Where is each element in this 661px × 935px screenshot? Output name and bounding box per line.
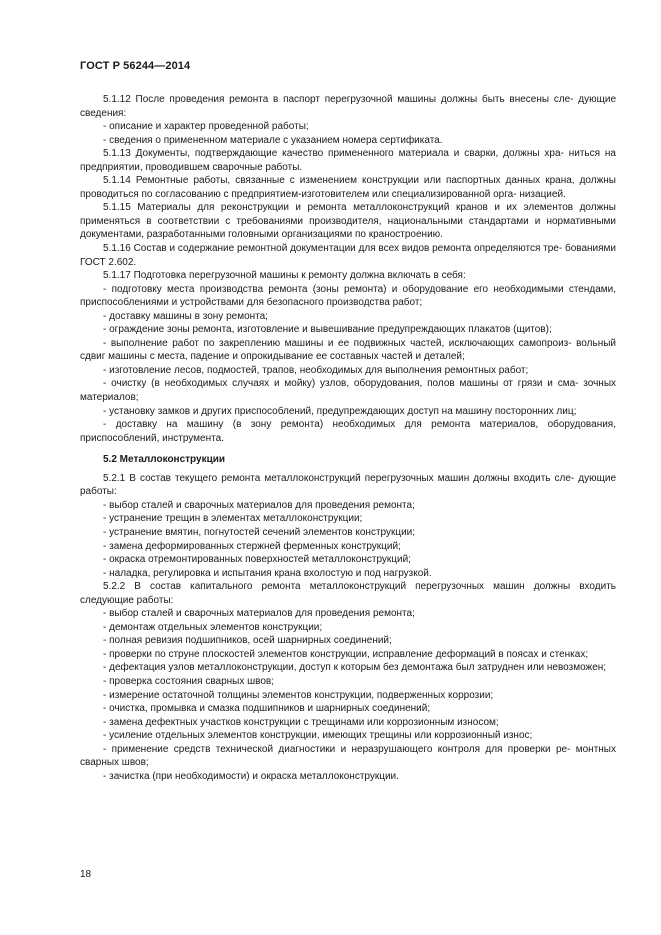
document-code-header: ГОСТ Р 56244—2014 [80,60,191,72]
list-item: - проверки по струне плоскостей элементов конструкции, исправление деформаций в поясах и стенках; [103,648,589,660]
page-number: 18 [80,869,92,880]
list-item: - зачистка (при необходимости) и окраска металлоконструкции. [103,770,399,782]
list-item: - усиление отдельных элементов конструкции, имеющих трещины или коррозионный износ; [103,730,533,742]
paragraph: 5.2.1 В состав текущего ремонта металлоконструкций перегрузочных машин должны входить сле- дующие работы: [80,472,616,498]
list-item: - наладка, регулировка и испытания крана вхолостую и под нагрузкой. [103,567,432,579]
paragraph: 5.1.17 Подготовка перегрузочной машины к ремонту должна включать в себя: [103,270,466,282]
list-item: - выбор сталей и сварочных материалов для проведения ремонта; [103,499,415,511]
list-item: - очистку (в необходимых случаях и мойку) узлов, оборудования, полов машины от грязи и сма- зочных материалов; [80,378,616,404]
list-item: - применение средств технической диагностики и неразрушающего контроля для проверки ре- монтных сварных швов; [80,743,616,769]
list-item: - проверка состояния сварных швов; [103,675,275,687]
list-item: - устранение трещин в элементах металлоконструкции; [103,513,363,525]
list-item: - выполнение работ по закреплению машины и ее подвижных частей, исключающих самопроиз- вольный сдвиг машины с места, падение и опрокидывание ее составных частей и деталей; [80,337,616,363]
paragraph: 5.1.16 Состав и содержание ремонтной документации для всех видов ремонта определяются тре- бованиями ГОСТ 2.602. [80,243,616,268]
list-item: - описание и характер проведенной работы; [103,121,309,133]
list-item: - устранение вмятин, погнутостей сечений элементов конструкции; [103,526,416,538]
list-item: - полная ревизия подшипников, осей шарнирных соединений; [103,635,392,647]
paragraph: 5.2.2 В состав капитального ремонта металлоконструкций перегрузочных машин должны входить следующие работы: [80,581,616,606]
paragraph: 5.1.15 Материалы для реконструкции и ремонта металлоконструкций кранов и их элементов должны применяться в соответствии с требованиями производителя, национальными стандартами и нормативными документами, разработанными головными организациями по краностроению. [80,202,616,241]
list-item: - установку замков и других приспособлений, предупреждающих доступ на машину посторонних лиц; [103,405,577,417]
list-item: - ограждение зоны ремонта, изготовление и вывешивание предупреждающих плакатов (щитов); [103,324,552,336]
paragraph: 5.1.12 После проведения ремонта в паспорт перегрузочной машины должны быть внесены сле- дующие сведения: [80,94,616,119]
list-item: - доставку на машину (в зону ремонта) необходимых для ремонта материалов, оборудования, приспособлений, инструмента. [80,419,616,444]
section-heading: 5.2 Металлоконструкции [103,454,226,466]
list-item: - замена деформированных стержней ферменных конструкций; [103,540,401,552]
list-item: - демонтаж отдельных элементов конструкции; [103,621,323,633]
list-item: - сведения о примененном материале с указанием номера сертификата. [103,134,443,146]
list-item: - выбор сталей и сварочных материалов для проведения ремонта; [103,608,415,620]
paragraph: 5.1.14 Ремонтные работы, связанные с изменением конструкции или паспортных данных крана, должны проводиться по согласованию с предприятием-изготовителем или специализированной орга- низацией. [80,175,616,200]
list-item: - измерение остаточной толщины элементов конструкции, подверженных коррозии; [103,689,494,701]
list-item: - дефектация узлов металлоконструкции, доступ к которым без демонтажа был затруднен или невозможен; [103,662,607,674]
list-item: - окраска отремонтированных поверхностей металлоконструкций; [103,554,411,566]
list-item: - замена дефектных участков конструкции с трещинами или коррозионным износом; [103,716,499,728]
paragraph: 5.1.13 Документы, подтверждающие качество примененного материала и сварки, должны хра- ниться на предприятии, проводившем сварочные работы. [80,148,616,173]
list-item: - доставку машины в зону ремонта; [103,310,268,322]
document-body [80,93,616,783]
list-item: - очистка, промывка и смазка подшипников и шарнирных соединений; [103,703,431,715]
list-item: - подготовку места производства ремонта (зоны ремонта) и оборудование его необходимыми стендами, приспособлениями и устройствами для безопасного производства работ; [80,283,616,309]
list-item: - изготовление лесов, подмостей, трапов, необходимых для выполнения ремонтных работ; [103,364,529,376]
